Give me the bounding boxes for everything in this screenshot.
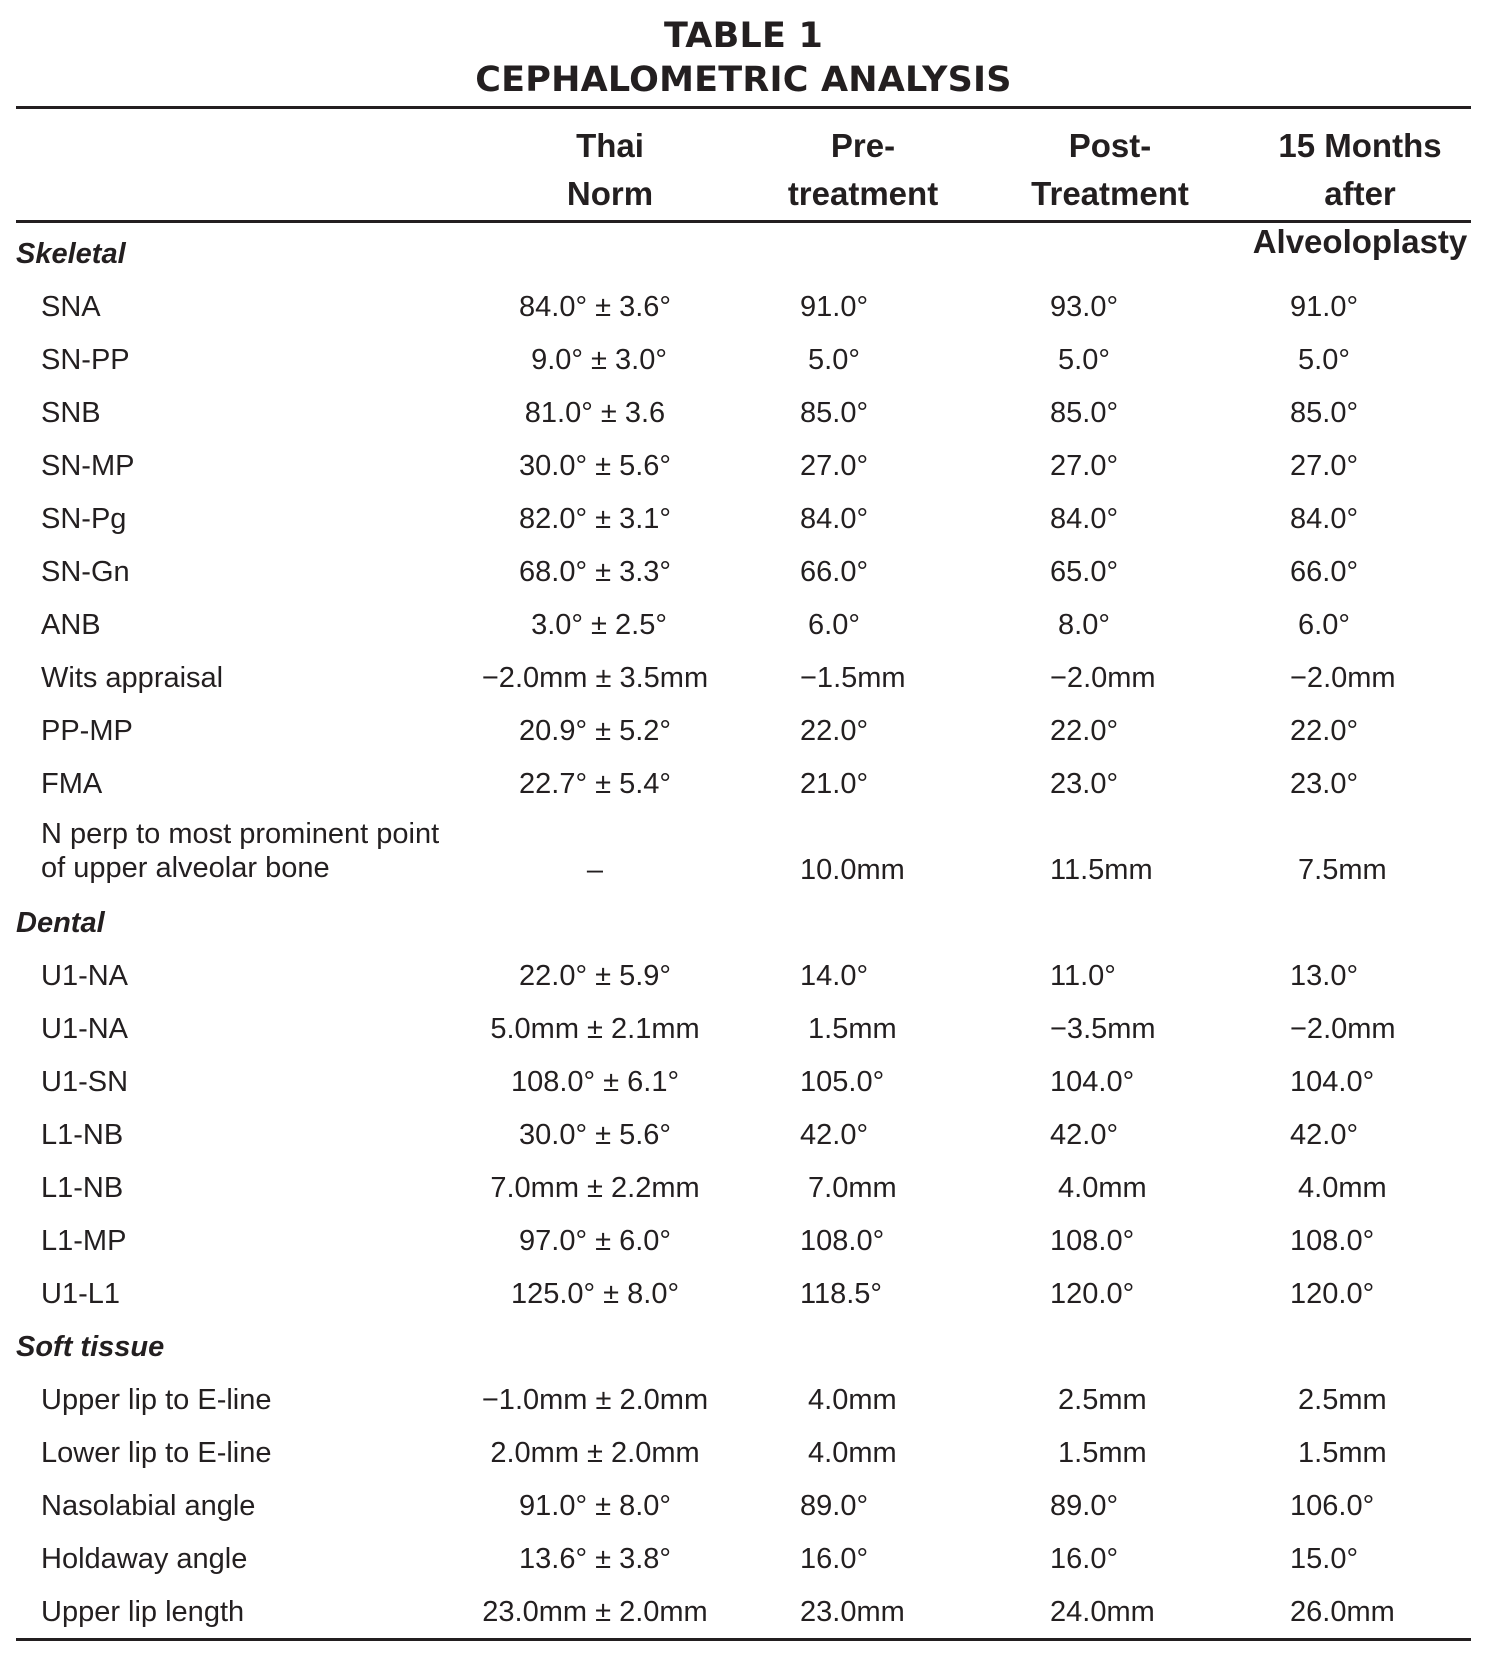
header-rule	[16, 220, 1471, 223]
post-treatment-value: 84.0°	[1050, 503, 1119, 535]
section-header-row	[0, 228, 1487, 281]
pre-treatment-value: 89.0°	[800, 1490, 869, 1522]
row-label: L1-MP	[41, 1225, 127, 1257]
row-label: Holdaway angle	[41, 1543, 248, 1575]
section-label: Soft tissue	[16, 1331, 165, 1363]
table-row	[0, 1586, 1487, 1639]
table-row	[0, 599, 1487, 652]
table-row	[0, 1374, 1487, 1427]
row-label: PP-MP	[41, 715, 133, 747]
post-treatment-value: 104.0°	[1050, 1066, 1135, 1098]
after-alveoloplasty-value: 84.0°	[1290, 503, 1359, 535]
post-treatment-value: −3.5mm	[1050, 1013, 1156, 1045]
post-treatment-value: 120.0°	[1050, 1278, 1135, 1310]
row-label: U1-NA	[41, 1013, 129, 1045]
thai-norm-value: –	[586, 854, 604, 886]
thai-norm-value: 30.0° ± 5.6°	[519, 450, 671, 482]
after-alveoloplasty-value: 6.0°	[1290, 609, 1350, 641]
after-alveoloplasty-value: 26.0mm	[1290, 1596, 1395, 1628]
table-title	[0, 14, 1487, 102]
after-alveoloplasty-value: 1.5mm	[1290, 1437, 1387, 1469]
column-header-post-treatment: Post- Treatment	[1031, 127, 1189, 212]
pre-treatment-value: 4.0mm	[800, 1437, 897, 1469]
bottom-rule	[16, 1638, 1471, 1641]
post-treatment-value: 1.5mm	[1050, 1437, 1147, 1469]
after-alveoloplasty-value: 120.0°	[1290, 1278, 1375, 1310]
post-treatment-value: 108.0°	[1050, 1225, 1135, 1257]
post-treatment-value: 23.0°	[1050, 768, 1119, 800]
row-label: SN-PP	[41, 344, 130, 376]
thai-norm-value: 13.6° ± 3.8°	[519, 1543, 671, 1575]
thai-norm-value: −2.0mm ± 3.5mm	[481, 662, 709, 694]
section-header-row	[0, 1321, 1487, 1374]
pre-treatment-value: 22.0°	[800, 715, 869, 747]
pre-treatment-value: 6.0°	[800, 609, 860, 641]
pre-treatment-value: 108.0°	[800, 1225, 885, 1257]
thai-norm-value: 22.0° ± 5.9°	[519, 960, 671, 992]
thai-norm-value: 108.0° ± 6.1°	[510, 1066, 680, 1098]
table-row	[0, 705, 1487, 758]
row-label: N perp to most prominent point of upper alveolar bone	[41, 818, 440, 884]
pre-treatment-value: 1.5mm	[800, 1013, 897, 1045]
column-header-15-months: 15 Months after Alveoloplasty	[1252, 127, 1468, 260]
column-header-pre-treatment: Pre- treatment	[787, 127, 939, 212]
column-header-thai-norm: Thai Norm	[566, 127, 654, 212]
after-alveoloplasty-value: 5.0°	[1290, 344, 1350, 376]
thai-norm-value: 68.0° ± 3.3°	[519, 556, 671, 588]
row-label: Lower lip to E-line	[41, 1437, 272, 1469]
table-row	[0, 1480, 1487, 1533]
thai-norm-value: 22.7° ± 5.4°	[519, 768, 671, 800]
pre-treatment-value: 14.0°	[800, 960, 869, 992]
pre-treatment-value: 84.0°	[800, 503, 869, 535]
table-number: TABLE 1	[663, 16, 824, 56]
after-alveoloplasty-value: 104.0°	[1290, 1066, 1375, 1098]
table-row	[0, 1003, 1487, 1056]
table-row	[0, 758, 1487, 811]
top-rule	[16, 106, 1471, 109]
thai-norm-value: 30.0° ± 5.6°	[519, 1119, 671, 1151]
pre-treatment-value: 85.0°	[800, 397, 869, 429]
table-row	[0, 1215, 1487, 1268]
after-alveoloplasty-value: −2.0mm	[1290, 662, 1396, 694]
pre-treatment-value: 16.0°	[800, 1543, 869, 1575]
thai-norm-value: −1.0mm ± 2.0mm	[481, 1384, 709, 1416]
row-label: Nasolabial angle	[41, 1490, 256, 1522]
table-row	[0, 440, 1487, 493]
post-treatment-value: 27.0°	[1050, 450, 1119, 482]
row-label: Wits appraisal	[41, 662, 224, 694]
pre-treatment-value: 105.0°	[800, 1066, 885, 1098]
row-label: Upper lip length	[41, 1596, 245, 1628]
thai-norm-value: 84.0° ± 3.6°	[519, 291, 671, 323]
thai-norm-value: 23.0mm ± 2.0mm	[482, 1596, 708, 1628]
post-treatment-value: 42.0°	[1050, 1119, 1119, 1151]
table-row	[0, 1268, 1487, 1321]
table-row	[0, 493, 1487, 546]
pre-treatment-value: 118.5°	[800, 1278, 883, 1310]
row-label: L1-NB	[41, 1172, 124, 1204]
post-treatment-value: 8.0°	[1050, 609, 1110, 641]
thai-norm-value: 7.0mm ± 2.2mm	[490, 1172, 700, 1204]
post-treatment-value: −2.0mm	[1050, 662, 1156, 694]
pre-treatment-value: 91.0°	[800, 291, 869, 323]
post-treatment-value: 93.0°	[1050, 291, 1119, 323]
row-label: U1-SN	[41, 1066, 129, 1098]
pre-treatment-value: 7.0mm	[800, 1172, 897, 1204]
table-row	[0, 281, 1487, 334]
post-treatment-value: 85.0°	[1050, 397, 1119, 429]
row-label: SN-MP	[41, 450, 135, 482]
post-treatment-value: 22.0°	[1050, 715, 1119, 747]
thai-norm-value: 97.0° ± 6.0°	[519, 1225, 671, 1257]
table-row	[0, 1162, 1487, 1215]
table-row	[0, 1056, 1487, 1109]
row-label: FMA	[41, 768, 103, 800]
post-treatment-value: 11.5mm	[1050, 854, 1153, 886]
after-alveoloplasty-value: 7.5mm	[1290, 854, 1387, 886]
post-treatment-value: 24.0mm	[1050, 1596, 1155, 1628]
after-alveoloplasty-value: 66.0°	[1290, 556, 1359, 588]
table-body	[0, 228, 1487, 1639]
thai-norm-value: 20.9° ± 5.2°	[519, 715, 671, 747]
pre-treatment-value: 10.0mm	[800, 854, 905, 886]
thai-norm-value: 3.0° ± 2.5°	[523, 609, 667, 641]
after-alveoloplasty-value: 2.5mm	[1290, 1384, 1387, 1416]
post-treatment-value: 11.0°	[1050, 960, 1116, 992]
table-row	[0, 1427, 1487, 1480]
after-alveoloplasty-value: 27.0°	[1290, 450, 1359, 482]
table-row	[0, 1533, 1487, 1586]
row-label: SNA	[41, 291, 101, 323]
pre-treatment-value: −1.5mm	[800, 662, 906, 694]
after-alveoloplasty-value: 4.0mm	[1290, 1172, 1387, 1204]
pre-treatment-value: 66.0°	[800, 556, 869, 588]
pre-treatment-value: 5.0°	[800, 344, 860, 376]
post-treatment-value: 65.0°	[1050, 556, 1119, 588]
thai-norm-value: 2.0mm ± 2.0mm	[490, 1437, 700, 1469]
table-row	[0, 334, 1487, 387]
pre-treatment-value: 4.0mm	[800, 1384, 897, 1416]
section-label: Skeletal	[16, 238, 126, 270]
row-label: SN-Pg	[41, 503, 127, 535]
after-alveoloplasty-value: 106.0°	[1290, 1490, 1375, 1522]
pre-treatment-value: 42.0°	[800, 1119, 869, 1151]
thai-norm-value: 5.0mm ± 2.1mm	[490, 1013, 700, 1045]
table-caption: CEPHALOMETRIC ANALYSIS	[475, 60, 1012, 100]
thai-norm-value: 81.0° ± 3.6	[524, 397, 666, 429]
after-alveoloplasty-value: 85.0°	[1290, 397, 1359, 429]
post-treatment-value: 2.5mm	[1050, 1384, 1147, 1416]
pre-treatment-value: 21.0°	[800, 768, 869, 800]
pre-treatment-value: 23.0mm	[800, 1596, 905, 1628]
post-treatment-value: 89.0°	[1050, 1490, 1119, 1522]
row-label: Upper lip to E-line	[41, 1384, 272, 1416]
after-alveoloplasty-value: −2.0mm	[1290, 1013, 1396, 1045]
post-treatment-value: 16.0°	[1050, 1543, 1119, 1575]
thai-norm-value: 9.0° ± 3.0°	[523, 344, 667, 376]
table-row	[0, 1109, 1487, 1162]
after-alveoloplasty-value: 13.0°	[1290, 960, 1359, 992]
after-alveoloplasty-value: 23.0°	[1290, 768, 1359, 800]
row-label: SNB	[41, 397, 101, 429]
thai-norm-value: 125.0° ± 8.0°	[510, 1278, 680, 1310]
thai-norm-value: 82.0° ± 3.1°	[519, 503, 671, 535]
after-alveoloplasty-value: 108.0°	[1290, 1225, 1375, 1257]
section-header-row	[0, 897, 1487, 950]
row-label: U1-NA	[41, 960, 129, 992]
after-alveoloplasty-value: 22.0°	[1290, 715, 1359, 747]
pre-treatment-value: 27.0°	[800, 450, 869, 482]
table-row	[0, 652, 1487, 705]
table-row	[0, 546, 1487, 599]
row-label: U1-L1	[41, 1278, 120, 1310]
thai-norm-value: 91.0° ± 8.0°	[519, 1490, 671, 1522]
post-treatment-value: 4.0mm	[1050, 1172, 1147, 1204]
after-alveoloplasty-value: 15.0°	[1290, 1543, 1359, 1575]
post-treatment-value: 5.0°	[1050, 344, 1110, 376]
row-label: L1-NB	[41, 1119, 124, 1151]
after-alveoloplasty-value: 42.0°	[1290, 1119, 1359, 1151]
table-row	[0, 950, 1487, 1003]
table-row	[0, 387, 1487, 440]
after-alveoloplasty-value: 91.0°	[1290, 291, 1359, 323]
section-label: Dental	[16, 907, 105, 939]
row-label: ANB	[41, 609, 101, 641]
row-label: SN-Gn	[41, 556, 130, 588]
table-row	[0, 811, 1487, 897]
